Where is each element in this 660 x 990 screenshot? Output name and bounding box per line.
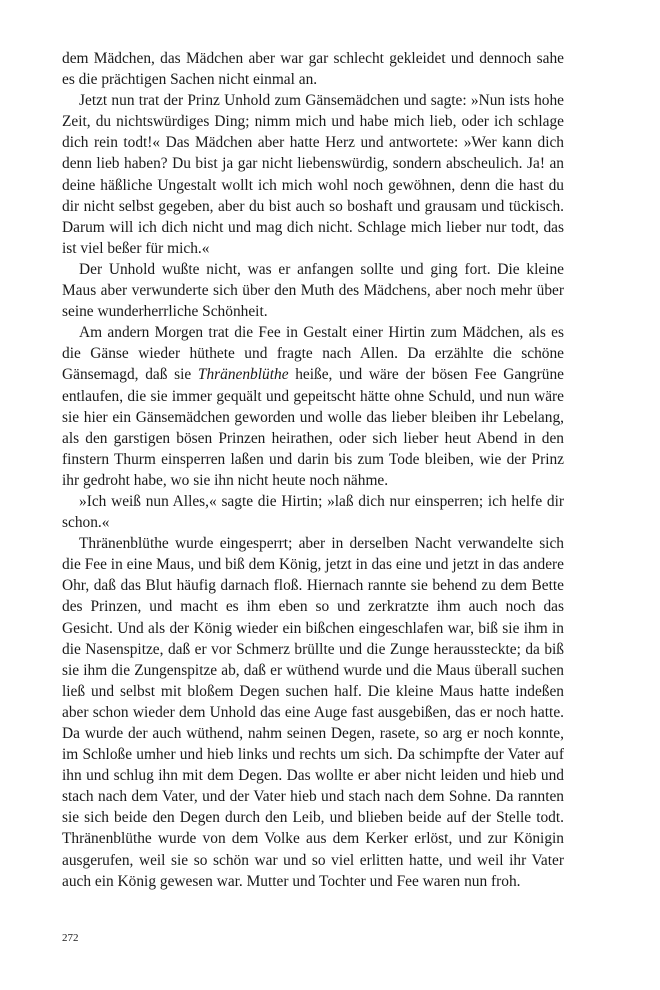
- paragraph-4-before: Am andern Morgen trat die Fee in Gestalt einer Hirtin zum Mädchen, als es die Gänse wieder hüthete und fragte nach Allen. Da erzählte die schöne Gänsemagd, daß sie: [62, 324, 564, 384]
- book-page-body: [62, 48, 564, 892]
- paragraph-5: »Ich weiß nun Alles,« sagte die Hirtin; »laß dich nur einsperren; ich helfe dir schon.«: [62, 492, 564, 532]
- paragraph-1: dem Mädchen, das Mädchen aber war gar schlecht gekleidet und dennoch sahe es die prächtigen Sachen nicht einmal an.: [62, 50, 564, 89]
- paragraph-3: Der Unhold wußte nicht, was er anfangen sollte und ging fort. Die kleine Maus aber verwunderte sich über den Muth des Mädchens, aber noch mehr über seine wunderherrliche Schönheit.: [62, 260, 564, 321]
- paragraph-6: Thränenblüthe wurde eingesperrt; aber in derselben Nacht verwandelte sich die Fee in eine Maus, und biß dem König, jetzt in das eine und jetzt in das andere Ohr, daß das Blut häufig darnach floß. Hiernach rannte sie behend zu dem Bette des Prinzen, und macht es ihm eben so und zerkratzte ihm auch noch das Gesicht. Und als der König wieder ein bißchen eingeschlafen war, biß sie ihm in die Nasenspitze, daß er vor Schmerz brüllte und die Zunge heraussteckte; da biß sie ihm die Zungenspitze ab, daß er wüthend wurde und die Maus überall suchen ließ und selbst mit bloßem Degen suchen half. Die kleine Maus hatte indeßen aber schon wieder dem Unhold das eine Auge fast ausgebißen, das er noch hatte. Da wurde der auch wüthend, nahm seinen Degen, rasete, so arg er noch konnte, im Schloße umher und hieb links und rechts um sich. Da schimpfte der Vater auf ihn und schlug ihn mit dem Degen. Das wollte er aber nicht leiden und hieb und stach nach dem Vater, und der Vater hieb und stach nach dem Sohne. Da rannten sie sich beide den Degen durch den Leib, und blieben beide auf der Stelle todt. Thränenblüthe wurde von dem Volke aus dem Kerker erlöst, und zur Königin ausgerufen, weil sie so schön war und so viel erlitten hatte, und weil ihr Vater auch ein König gewesen war. Mutter und Tochter und Fee waren nun froh.: [62, 535, 564, 890]
- page-number: 272: [62, 932, 79, 944]
- paragraph-4: [62, 322, 564, 491]
- paragraph-2: Jetzt nun trat der Prinz Unhold zum Gänsemädchen und sagte: »Nun ists hohe Zeit, du nichtswürdiges Ding; nimm mich und habe mich lieb, oder ich schlage dich rein todt!« Das Mädchen aber hatte Herz und antwortete: »Wer kann dich denn lieb haben? Du bist ja gar nicht liebenswürdig, sondern abscheulich. Ja! an deine häßliche Ungestalt wollt ich mich wohl noch gewöhnen, denn die hast du dir nicht selbst gegeben, aber du bist auch so boshaft und grausam und tückisch. Darum will ich dich nicht und mag dich nicht. Schlage mich lieber nur todt, das ist viel beßer für mich.«: [62, 92, 564, 257]
- name-thraenenbluethe-italic: Thränenblüthe: [197, 366, 289, 384]
- paragraph-4-after: heiße, und wäre der bösen Fee Gangrüne entlaufen, die sie immer gequält und gepeitscht hätte ohne Schuld, und nun wäre sie hier ein Gänsemädchen geworden und wolle das lieber bleiben ihr Lebelang, als den garstigen bösen Prinzen heirathen, oder sich lieber heut Abend in den finstern Thurm einsperren laßen und darin bis zum Tode bleiben, wie der Prinz ihr gedroht habe, wo sie ihn nicht heute noch nähme.: [62, 366, 564, 489]
